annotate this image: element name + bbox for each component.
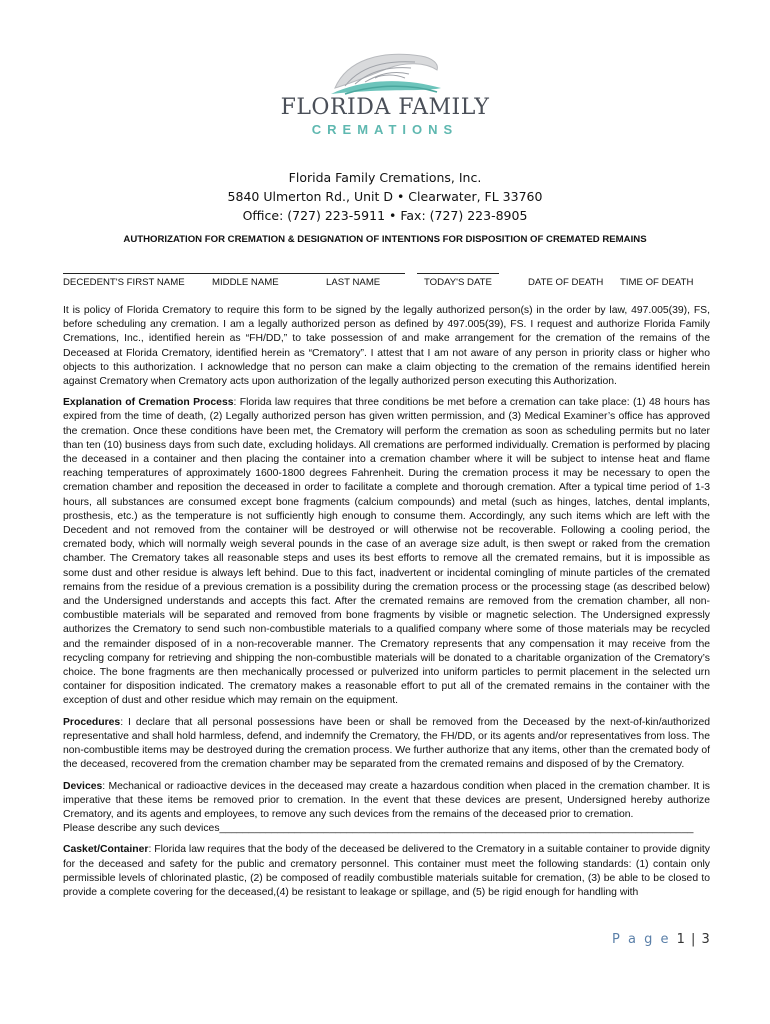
todays-date-label: TODAY'S DATE [424, 277, 492, 288]
company-address: 5840 Ulmerton Rd., Unit D • Clearwater, FL 33760 [227, 189, 543, 204]
company-name: Florida Family Cremations, Inc. [288, 170, 482, 185]
page-footer [612, 932, 711, 947]
page-number: 1 | 3 [676, 932, 711, 947]
company-phone: Office: (727) 223-5911 • Fax: (727) 223-8905 [242, 208, 528, 223]
logo-name: FLORIDA FAMILY [280, 95, 490, 120]
explanation-paragraph [63, 396, 710, 708]
casket-text: : Florida law requires that the body of the deceased be delivered to the Crematory in a suitable container to provide dignity for the deceased and safety for the public and crematory personnel. This container must meet the following standards: (1) contain only permissible levels of chlorinated plastic, (2) be composed of readily combustible materials suitable for cremation, (3) be able to be closed to provide a complete covering for the deceased,(4) be resistant to leakage or spillage, and (5) be rigid enough for handling with [63, 844, 710, 898]
middle-name-label: MIDDLE NAME [212, 277, 279, 288]
document-body [63, 304, 710, 907]
first-name-label: DECEDENT'S FIRST NAME [63, 277, 185, 288]
page-label: P a g e [612, 932, 671, 947]
name-signature-line[interactable] [63, 273, 405, 274]
explanation-text: : Florida law requires that three conditions be met before a cremation can take place: (1) 48 hours has expired from the time of death, (2) Legally authorized person has given written permission, and (3) Medical Examiner’s office has approved the cremation. Once these conditions have been met, the Crematory will perform the cremation as soon as scheduling permits but no later than ten (10) business days from such date, excluding holidays. All cremations are performed individually. Cremation is performed by placing the deceased in a container and then placing the container into a cremation chamber where it will be subject to intense heat and flame reaching temperatures of approximately 1600-1800 degrees Fahrenheit. During the cremation process it may be necessary to open the cremation chamber and reposition the deceased in order to facilitate a complete and thorough cremation. After a typical time period of 1-3 hours, all substances are consumed except bone fragments (calcium compounds) and metal (such as hinges, latches, dental implants, prosthesis, etc.) as the temperature is not sufficiently high enough to consume them. Accordingly, any such items which are left with the Decedent and not removed from the container will be destroyed or will otherwise not be recoverable. Following a cooling period, the cremated body, which will normally weigh several pounds in the case of an average size adult, is then swept or raked from the cremation chamber. The Crematory takes all reasonable steps and uses its best efforts to remove all the cremated remains, but it is impossible as some dust and other residue is always left behind. Due to this fact, inadvertent or incidental comingling of minute particles of the cremated remains from the residue of a previous cremation is a possibility during the cremation process or the processing stage (as described below) and the Undersigned understands and accepts this fact. After the cremated remains are removed from the cremation chamber, all non-combustible materials will be separated and removed from bone fragments by visible or magnetic selection. The Undersigned expressly authorizes the Crematory to send such non-combustible materials to a qualified company where some of those materials may be recycled and the remainder disposed of in a non-recoverable manner. The Crematory represents that any compensation it may receive from the recycling company for retrieving and shipping the non-combustible materials will be donated to a charitable organization of the Crematory’s choice. The bone fragments are then mechanically processed or pulverized into uniform particles to permit placement in the selected urn container for disposition indicated. The crematory makes a reasonable effort to put all of the cremated remains in the container with the exception of dust and other residue which may remain on the equipment. [63, 397, 710, 707]
devices-heading: Devices [63, 780, 103, 792]
company-address-block [0, 168, 770, 225]
explanation-heading: Explanation of Cremation Process [63, 397, 234, 409]
date-signature-line[interactable] [417, 273, 499, 274]
form-title: AUTHORIZATION FOR CREMATION & DESIGNATION OF INTENTIONS FOR DISPOSITION OF CREMATED REMAINS [123, 234, 647, 245]
devices-text: : Mechanical or radioactive devices in the deceased may create a hazardous condition when placed in the cremation chamber. It is imperative that these items be removed prior to cremation. In the event that these devices are present, Undersigned hereby authorize Crematory, and its agents and employees, to remove any such devices from the remains of the deceased prior to cremation. [63, 780, 710, 820]
company-logo [275, 48, 495, 148]
procedures-paragraph [63, 716, 710, 773]
procedures-text: : I declare that all personal possessions have been or shall be removed from the Deceased by the next-of-kin/authorized representative and shall hold harmless, defend, and indemnify the Crematory, the FH/DD, or its agents and/or representatives from loss. The non-combustible items may be destroyed during the cremation process. We further authorize that any items, other than the cremated body of the deceased, recovered from the cremation chamber may be separated from the cremated remains and disposed of by the Crematory. [63, 716, 710, 771]
procedures-heading: Procedures [63, 716, 121, 728]
seashell-icon [325, 48, 445, 96]
time-of-death-label: TIME OF DEATH [620, 277, 694, 288]
devices-paragraph [63, 780, 710, 823]
devices-describe-line[interactable]: Please describe any such devices__________________________________________________________________________________ [63, 823, 694, 835]
date-of-death-label: DATE OF DEATH [528, 277, 604, 288]
last-name-label: LAST NAME [326, 277, 381, 288]
intro-paragraph: It is policy of Florida Crematory to require this form to be signed by the legally authorized person(s) in the order by law, 497.005(39), FS, before scheduling any cremation. I am a legally authorized person as defined by 497.005(39), FS. I request and authorize Florida Family Cremations, Inc., identified herein as “FH/DD,” to take possession of and make arrangement for the cremation of the remains of the Deceased at Florida Crematory, identified herein as “Crematory”. I attest that I am not aware of any person in priority class or higher who objects to this authorization. I acknowledge that no person can make a claim objecting to the cremation of the remains identified herein against Crematory when Crematory acts upon authorization of the legally authorized person executing this Authorization. [63, 305, 710, 388]
logo-subtitle: CREMATIONS [311, 122, 459, 137]
casket-heading: Casket/Container [63, 844, 149, 856]
casket-paragraph [63, 843, 710, 900]
